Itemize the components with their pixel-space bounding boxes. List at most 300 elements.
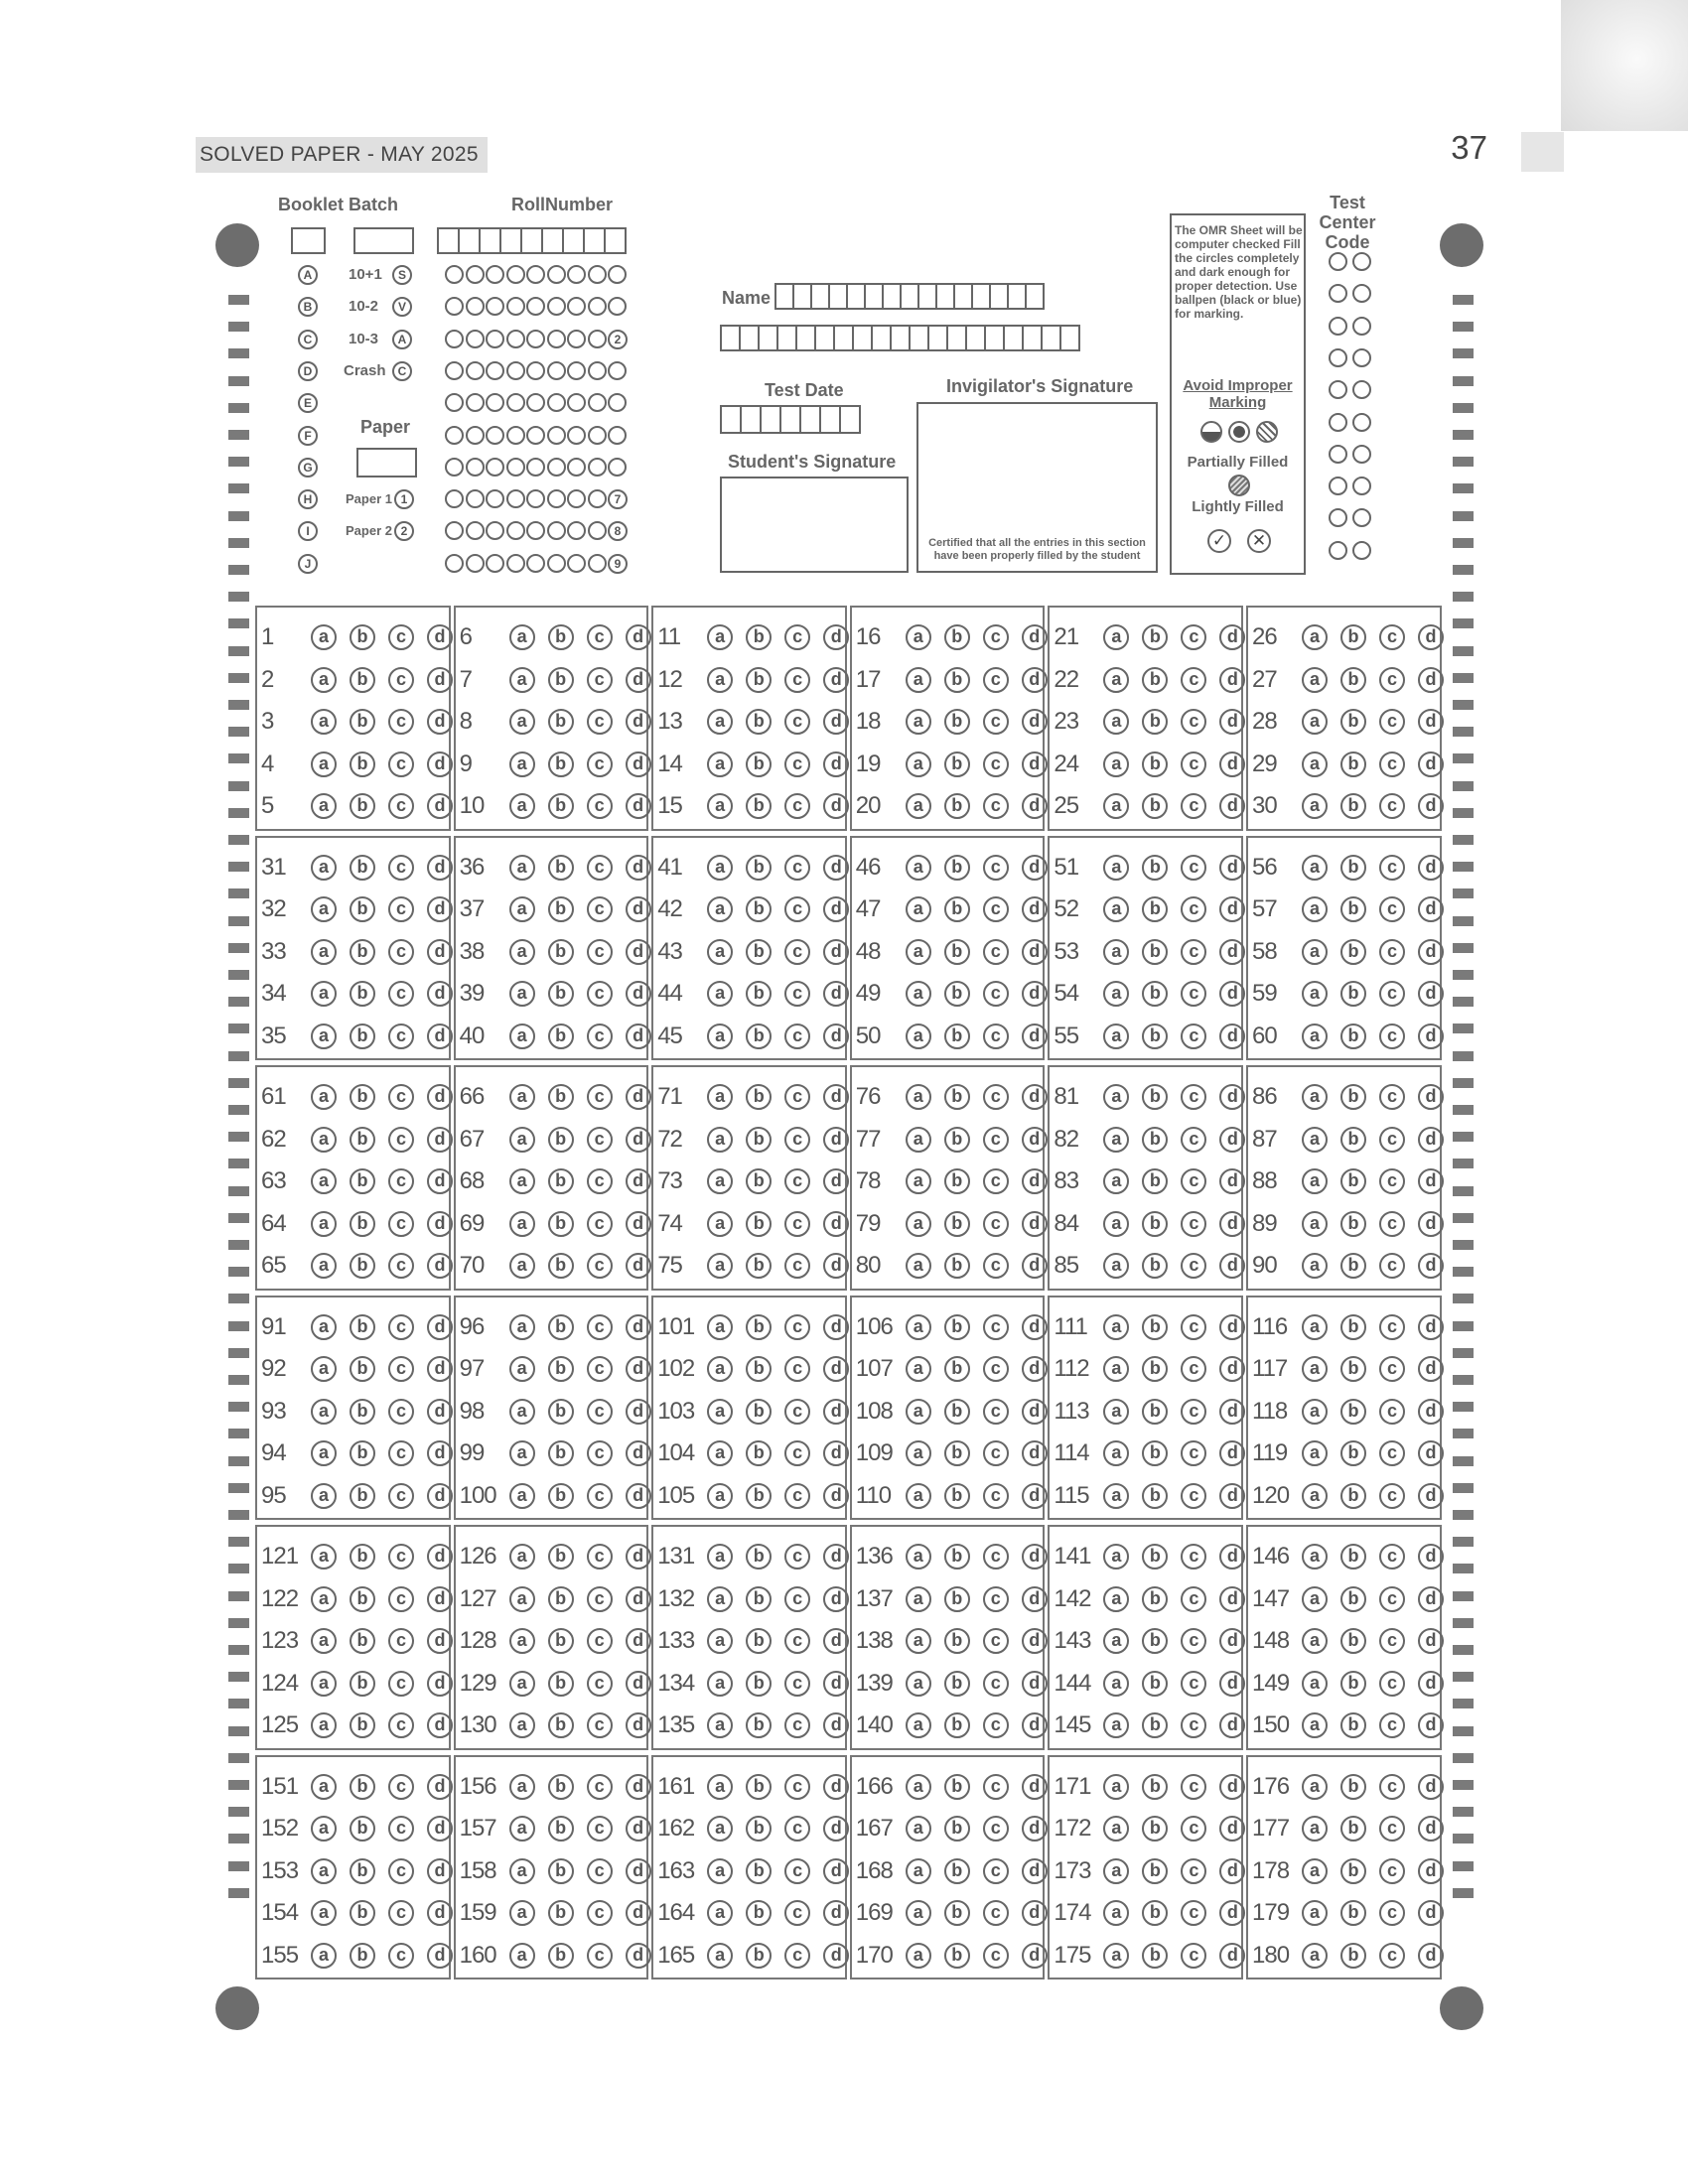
answer-option-bubble[interactable]: c [784, 1816, 810, 1842]
answer-option-bubble[interactable]: b [350, 1211, 375, 1237]
answer-option-bubble[interactable]: a [311, 1900, 337, 1926]
answer-option-bubble[interactable]: c [983, 1858, 1009, 1884]
roll-digit-bubble[interactable] [588, 426, 607, 445]
answer-option-bubble[interactable]: c [983, 667, 1009, 693]
answer-option-bubble[interactable]: b [548, 1483, 574, 1509]
answer-option-bubble[interactable]: a [1302, 1356, 1328, 1382]
answer-option-bubble[interactable]: c [1181, 1544, 1206, 1570]
entry-cell[interactable] [953, 283, 973, 310]
answer-option-bubble[interactable]: b [548, 1399, 574, 1425]
answer-option-bubble[interactable]: d [427, 896, 453, 922]
answer-option-bubble[interactable]: b [1340, 1943, 1366, 1969]
batch-option-bubble[interactable]: A [392, 330, 412, 349]
answer-option-bubble[interactable]: d [427, 981, 453, 1007]
roll-digit-bubble[interactable] [526, 361, 545, 380]
answer-option-bubble[interactable]: c [1181, 1483, 1206, 1509]
answer-option-bubble[interactable]: d [427, 1943, 453, 1969]
answer-option-bubble[interactable]: d [427, 1586, 453, 1612]
answer-option-bubble[interactable]: a [906, 855, 931, 881]
answer-option-bubble[interactable]: c [587, 1356, 613, 1382]
answer-option-bubble[interactable]: d [1219, 1356, 1245, 1382]
answer-option-bubble[interactable]: a [311, 1483, 337, 1509]
answer-option-bubble[interactable]: a [311, 709, 337, 735]
answer-option-bubble[interactable]: b [746, 1858, 772, 1884]
batch-option-bubble[interactable]: V [392, 297, 412, 317]
booklet-letter-bubble[interactable]: C [298, 330, 318, 349]
answer-option-bubble[interactable]: b [1340, 751, 1366, 777]
answer-option-bubble[interactable]: c [388, 1943, 414, 1969]
entry-cell[interactable] [890, 325, 911, 351]
answer-option-bubble[interactable]: a [509, 1858, 535, 1884]
answer-option-bubble[interactable]: b [944, 793, 970, 819]
answer-option-bubble[interactable]: a [707, 709, 733, 735]
answer-option-bubble[interactable]: a [311, 624, 337, 650]
answer-option-bubble[interactable]: a [1103, 1024, 1129, 1049]
answer-option-bubble[interactable]: b [746, 624, 772, 650]
roll-digit-bubble[interactable] [506, 458, 525, 477]
answer-option-bubble[interactable]: a [707, 1774, 733, 1800]
answer-option-bubble[interactable]: c [388, 1084, 414, 1110]
answer-option-bubble[interactable]: b [1340, 1084, 1366, 1110]
answer-option-bubble[interactable]: a [311, 1544, 337, 1570]
roll-digit-bubble[interactable] [567, 458, 586, 477]
answer-option-bubble[interactable]: c [784, 1356, 810, 1382]
answer-option-bubble[interactable]: c [1379, 624, 1405, 650]
answer-option-bubble[interactable]: b [944, 1127, 970, 1153]
answer-option-bubble[interactable]: a [311, 1712, 337, 1738]
answer-option-bubble[interactable]: d [626, 709, 651, 735]
answer-option-bubble[interactable]: c [784, 855, 810, 881]
answer-option-bubble[interactable]: c [784, 709, 810, 735]
answer-option-bubble[interactable]: b [1340, 896, 1366, 922]
answer-option-bubble[interactable]: a [509, 1127, 535, 1153]
answer-option-bubble[interactable]: b [944, 667, 970, 693]
answer-option-bubble[interactable]: d [1022, 667, 1048, 693]
answer-option-bubble[interactable]: d [427, 1671, 453, 1697]
answer-option-bubble[interactable]: c [1379, 1356, 1405, 1382]
roll-digit-bubble[interactable] [506, 330, 525, 348]
roll-digit-bubble[interactable] [486, 330, 504, 348]
roll-digit-bubble[interactable] [547, 458, 566, 477]
answer-option-bubble[interactable]: d [1022, 1440, 1048, 1466]
answer-option-bubble[interactable]: b [746, 1671, 772, 1697]
answer-option-bubble[interactable]: c [1379, 1168, 1405, 1194]
answer-option-bubble[interactable]: d [427, 1399, 453, 1425]
answer-option-bubble[interactable]: b [548, 1440, 574, 1466]
answer-option-bubble[interactable]: b [746, 855, 772, 881]
answer-option-bubble[interactable]: a [509, 624, 535, 650]
answer-option-bubble[interactable]: c [1181, 667, 1206, 693]
answer-option-bubble[interactable]: c [784, 1774, 810, 1800]
roll-digit-bubble[interactable] [466, 297, 485, 316]
answer-option-bubble[interactable]: d [626, 981, 651, 1007]
answer-option-bubble[interactable]: c [1181, 1586, 1206, 1612]
answer-option-bubble[interactable]: d [626, 1024, 651, 1049]
booklet-letter-bubble[interactable]: I [298, 521, 318, 541]
answer-option-bubble[interactable]: d [427, 855, 453, 881]
roll-digit-bubble[interactable] [445, 361, 464, 380]
answer-option-bubble[interactable]: d [1219, 624, 1245, 650]
roll-digit-bubble[interactable] [506, 521, 525, 540]
answer-option-bubble[interactable]: d [1219, 793, 1245, 819]
answer-option-bubble[interactable]: a [906, 1544, 931, 1570]
answer-option-bubble[interactable]: c [388, 981, 414, 1007]
answer-option-bubble[interactable]: c [1379, 1399, 1405, 1425]
answer-option-bubble[interactable]: d [1219, 855, 1245, 881]
answer-option-bubble[interactable]: b [944, 1440, 970, 1466]
batch-option-bubble[interactable]: C [392, 361, 412, 381]
answer-option-bubble[interactable]: b [1142, 1483, 1168, 1509]
entry-cell[interactable] [819, 405, 841, 434]
answer-option-bubble[interactable]: c [388, 1900, 414, 1926]
answer-option-bubble[interactable]: b [548, 667, 574, 693]
answer-option-bubble[interactable]: b [350, 1774, 375, 1800]
answer-option-bubble[interactable]: d [427, 751, 453, 777]
answer-option-bubble[interactable]: c [1181, 709, 1206, 735]
roll-digit-bubble[interactable] [526, 393, 545, 412]
answer-option-bubble[interactable]: b [1142, 1084, 1168, 1110]
answer-option-bubble[interactable]: b [350, 1127, 375, 1153]
answer-option-bubble[interactable]: c [1379, 1671, 1405, 1697]
answer-option-bubble[interactable]: d [427, 1440, 453, 1466]
answer-option-bubble[interactable]: c [784, 1168, 810, 1194]
answer-option-bubble[interactable]: d [1418, 709, 1444, 735]
answer-option-bubble[interactable]: a [509, 1943, 535, 1969]
answer-option-bubble[interactable]: c [983, 1671, 1009, 1697]
answer-option-bubble[interactable]: c [1379, 667, 1405, 693]
roll-digit-bubble[interactable] [608, 426, 627, 445]
roll-digit-bubble[interactable] [547, 521, 566, 540]
entry-cell[interactable] [1059, 325, 1080, 351]
answer-option-bubble[interactable]: b [548, 1816, 574, 1842]
answer-option-bubble[interactable]: b [944, 1084, 970, 1110]
roll-digit-bubble[interactable] [567, 554, 586, 573]
answer-option-bubble[interactable]: a [311, 1084, 337, 1110]
answer-option-bubble[interactable]: d [1418, 1586, 1444, 1612]
answer-option-bubble[interactable]: b [1142, 855, 1168, 881]
booklet-letter-bubble[interactable]: D [298, 361, 318, 381]
answer-option-bubble[interactable]: d [823, 1671, 849, 1697]
paper-option-bubble[interactable]: 1 [394, 489, 414, 509]
answer-option-bubble[interactable]: b [1340, 624, 1366, 650]
answer-option-bubble[interactable]: a [707, 751, 733, 777]
answer-option-bubble[interactable]: b [1340, 1628, 1366, 1654]
answer-option-bubble[interactable]: a [509, 667, 535, 693]
answer-option-bubble[interactable]: d [626, 855, 651, 881]
answer-option-bubble[interactable]: d [427, 624, 453, 650]
roll-digit-bubble[interactable] [588, 521, 607, 540]
answer-option-bubble[interactable]: a [707, 1024, 733, 1049]
student-signature-box[interactable] [720, 477, 909, 573]
answer-option-bubble[interactable]: d [626, 1774, 651, 1800]
roll-digit-bubble[interactable] [547, 265, 566, 284]
answer-option-bubble[interactable]: b [944, 855, 970, 881]
answer-option-bubble[interactable]: d [427, 667, 453, 693]
answer-option-bubble[interactable]: c [587, 1314, 613, 1340]
answer-option-bubble[interactable]: d [1022, 896, 1048, 922]
answer-option-bubble[interactable]: d [823, 1356, 849, 1382]
answer-option-bubble[interactable]: b [548, 1858, 574, 1884]
answer-option-bubble[interactable]: d [1219, 1253, 1245, 1279]
test-center-digit-bubble[interactable] [1352, 508, 1371, 527]
roll-number-boxes[interactable] [437, 227, 627, 254]
roll-digit-bubble[interactable] [608, 361, 627, 380]
answer-option-bubble[interactable]: d [1022, 1084, 1048, 1110]
answer-option-bubble[interactable]: b [746, 939, 772, 965]
answer-option-bubble[interactable]: a [1103, 1356, 1129, 1382]
answer-option-bubble[interactable]: b [1340, 1399, 1366, 1425]
answer-option-bubble[interactable]: c [1379, 1314, 1405, 1340]
entry-cell[interactable] [971, 283, 991, 310]
answer-option-bubble[interactable]: b [1340, 1544, 1366, 1570]
entry-cell[interactable] [479, 227, 501, 254]
answer-option-bubble[interactable]: b [746, 1900, 772, 1926]
answer-option-bubble[interactable]: c [1181, 1858, 1206, 1884]
answer-option-bubble[interactable]: c [1379, 1858, 1405, 1884]
answer-option-bubble[interactable]: d [1219, 1544, 1245, 1570]
answer-option-bubble[interactable]: c [1181, 1168, 1206, 1194]
answer-option-bubble[interactable]: d [1219, 1483, 1245, 1509]
answer-option-bubble[interactable]: c [983, 1024, 1009, 1049]
entry-cell[interactable] [927, 325, 948, 351]
answer-option-bubble[interactable]: d [1418, 624, 1444, 650]
answer-option-bubble[interactable]: b [1340, 1168, 1366, 1194]
entry-cell[interactable] [882, 283, 902, 310]
answer-option-bubble[interactable]: c [983, 1314, 1009, 1340]
entry-cell[interactable] [909, 325, 929, 351]
answer-option-bubble[interactable]: b [548, 1671, 574, 1697]
answer-option-bubble[interactable]: d [626, 1544, 651, 1570]
answer-option-bubble[interactable]: d [1022, 1314, 1048, 1340]
answer-option-bubble[interactable]: a [906, 1671, 931, 1697]
answer-option-bubble[interactable]: d [1418, 1399, 1444, 1425]
answer-option-bubble[interactable]: d [1418, 1943, 1444, 1969]
roll-digit-bubble[interactable] [445, 554, 464, 573]
answer-option-bubble[interactable]: a [509, 1399, 535, 1425]
roll-digit-bubble[interactable] [547, 330, 566, 348]
entry-cell[interactable] [739, 325, 760, 351]
answer-option-bubble[interactable]: d [1219, 667, 1245, 693]
answer-option-bubble[interactable]: c [1379, 1440, 1405, 1466]
answer-option-bubble[interactable]: c [587, 939, 613, 965]
entry-cell[interactable] [779, 405, 801, 434]
answer-option-bubble[interactable]: b [746, 1024, 772, 1049]
answer-option-bubble[interactable]: b [746, 1314, 772, 1340]
answer-option-bubble[interactable]: c [983, 855, 1009, 881]
answer-option-bubble[interactable]: b [1340, 1900, 1366, 1926]
answer-option-bubble[interactable]: a [509, 1544, 535, 1570]
answer-option-bubble[interactable]: c [784, 1628, 810, 1654]
answer-option-bubble[interactable]: a [509, 855, 535, 881]
answer-option-bubble[interactable]: a [509, 1024, 535, 1049]
answer-option-bubble[interactable]: b [944, 1483, 970, 1509]
answer-option-bubble[interactable]: c [1181, 793, 1206, 819]
answer-option-bubble[interactable]: a [509, 1483, 535, 1509]
roll-digit-bubble[interactable] [588, 554, 607, 573]
roll-digit-bubble[interactable] [466, 489, 485, 508]
answer-option-bubble[interactable]: a [707, 1858, 733, 1884]
answer-option-bubble[interactable]: c [388, 1483, 414, 1509]
answer-option-bubble[interactable]: a [509, 793, 535, 819]
answer-option-bubble[interactable]: c [983, 1399, 1009, 1425]
answer-option-bubble[interactable]: d [1219, 896, 1245, 922]
answer-option-bubble[interactable]: c [587, 1671, 613, 1697]
answer-option-bubble[interactable]: a [1302, 1399, 1328, 1425]
entry-cell[interactable] [864, 283, 884, 310]
roll-digit-bubble-labeled[interactable]: 8 [608, 521, 628, 541]
answer-option-bubble[interactable]: d [626, 1253, 651, 1279]
answer-option-bubble[interactable]: a [906, 667, 931, 693]
answer-option-bubble[interactable]: d [626, 1483, 651, 1509]
answer-option-bubble[interactable]: d [1418, 1024, 1444, 1049]
answer-option-bubble[interactable]: a [707, 1628, 733, 1654]
answer-option-bubble[interactable]: c [388, 793, 414, 819]
answer-option-bubble[interactable]: c [784, 1586, 810, 1612]
answer-option-bubble[interactable]: c [1181, 1314, 1206, 1340]
answer-option-bubble[interactable]: b [548, 1127, 574, 1153]
answer-option-bubble[interactable]: c [388, 709, 414, 735]
answer-option-bubble[interactable]: d [1219, 1211, 1245, 1237]
roll-digit-bubble[interactable] [486, 361, 504, 380]
batch-box[interactable] [353, 227, 414, 254]
answer-option-bubble[interactable]: c [1379, 709, 1405, 735]
entry-cell[interactable] [795, 325, 816, 351]
answer-option-bubble[interactable]: d [626, 1900, 651, 1926]
answer-option-bubble[interactable]: b [350, 1943, 375, 1969]
answer-option-bubble[interactable]: b [746, 667, 772, 693]
entry-cell[interactable] [562, 227, 585, 254]
roll-digit-bubble[interactable] [445, 297, 464, 316]
roll-digit-bubble[interactable] [567, 393, 586, 412]
answer-option-bubble[interactable]: b [548, 981, 574, 1007]
answer-option-bubble[interactable]: a [1103, 1544, 1129, 1570]
answer-option-bubble[interactable]: c [983, 1774, 1009, 1800]
answer-option-bubble[interactable]: d [1022, 1168, 1048, 1194]
answer-option-bubble[interactable]: a [707, 1816, 733, 1842]
answer-option-bubble[interactable]: a [906, 624, 931, 650]
roll-digit-bubble[interactable] [445, 521, 464, 540]
answer-option-bubble[interactable]: a [1302, 1440, 1328, 1466]
answer-option-bubble[interactable]: b [746, 1816, 772, 1842]
batch-option-bubble[interactable]: S [392, 265, 412, 285]
roll-digit-bubble[interactable] [486, 489, 504, 508]
answer-option-bubble[interactable]: d [1022, 1356, 1048, 1382]
answer-option-bubble[interactable]: c [587, 1544, 613, 1570]
answer-option-bubble[interactable]: d [626, 939, 651, 965]
answer-option-bubble[interactable]: c [587, 1483, 613, 1509]
roll-digit-bubble[interactable] [526, 458, 545, 477]
roll-digit-bubble[interactable] [445, 330, 464, 348]
entry-cell[interactable] [1041, 325, 1061, 351]
answer-option-bubble[interactable]: a [1302, 624, 1328, 650]
answer-option-bubble[interactable]: c [1181, 1440, 1206, 1466]
entry-cell[interactable] [720, 325, 741, 351]
answer-option-bubble[interactable]: d [823, 1900, 849, 1926]
roll-digit-bubble[interactable] [547, 297, 566, 316]
answer-option-bubble[interactable]: b [944, 1024, 970, 1049]
answer-option-bubble[interactable]: a [509, 1314, 535, 1340]
answer-option-bubble[interactable]: a [509, 709, 535, 735]
roll-digit-bubble[interactable] [588, 330, 607, 348]
answer-option-bubble[interactable]: a [1103, 1440, 1129, 1466]
answer-option-bubble[interactable]: d [1219, 1024, 1245, 1049]
answer-option-bubble[interactable]: c [587, 1440, 613, 1466]
answer-option-bubble[interactable]: b [944, 1399, 970, 1425]
answer-option-bubble[interactable]: a [1103, 793, 1129, 819]
answer-option-bubble[interactable]: d [823, 939, 849, 965]
answer-option-bubble[interactable]: a [906, 1586, 931, 1612]
answer-option-bubble[interactable]: c [587, 1586, 613, 1612]
answer-option-bubble[interactable]: d [1022, 1712, 1048, 1738]
answer-option-bubble[interactable]: d [1219, 1774, 1245, 1800]
answer-option-bubble[interactable]: a [707, 667, 733, 693]
answer-option-bubble[interactable]: c [784, 1858, 810, 1884]
answer-option-bubble[interactable]: a [707, 1356, 733, 1382]
answer-option-bubble[interactable]: a [707, 981, 733, 1007]
answer-option-bubble[interactable]: a [707, 896, 733, 922]
answer-option-bubble[interactable]: c [1379, 1774, 1405, 1800]
answer-option-bubble[interactable]: c [1379, 1084, 1405, 1110]
answer-option-bubble[interactable]: c [1181, 981, 1206, 1007]
answer-option-bubble[interactable]: b [1142, 939, 1168, 965]
answer-option-bubble[interactable]: a [311, 667, 337, 693]
answer-option-bubble[interactable]: d [1022, 1024, 1048, 1049]
answer-option-bubble[interactable]: c [784, 1712, 810, 1738]
answer-option-bubble[interactable]: b [350, 1440, 375, 1466]
answer-option-bubble[interactable]: b [350, 1712, 375, 1738]
answer-option-bubble[interactable]: b [944, 981, 970, 1007]
answer-option-bubble[interactable]: b [944, 939, 970, 965]
answer-option-bubble[interactable]: d [626, 1356, 651, 1382]
answer-option-bubble[interactable]: c [1379, 751, 1405, 777]
answer-option-bubble[interactable]: b [746, 751, 772, 777]
answer-option-bubble[interactable]: c [784, 1900, 810, 1926]
answer-option-bubble[interactable]: c [1181, 1356, 1206, 1382]
test-center-digit-bubble[interactable] [1329, 317, 1347, 336]
entry-cell[interactable] [989, 283, 1009, 310]
answer-option-bubble[interactable]: d [1418, 1483, 1444, 1509]
answer-option-bubble[interactable]: d [1022, 793, 1048, 819]
answer-option-bubble[interactable]: b [548, 1712, 574, 1738]
answer-option-bubble[interactable]: a [707, 793, 733, 819]
answer-option-bubble[interactable]: b [746, 1712, 772, 1738]
answer-option-bubble[interactable]: c [388, 1774, 414, 1800]
answer-option-bubble[interactable]: d [427, 1858, 453, 1884]
answer-option-bubble[interactable]: b [350, 751, 375, 777]
answer-option-bubble[interactable]: d [626, 624, 651, 650]
answer-option-bubble[interactable]: d [1022, 1544, 1048, 1570]
answer-option-bubble[interactable]: a [906, 1127, 931, 1153]
entry-cell[interactable] [814, 325, 835, 351]
answer-option-bubble[interactable]: a [707, 1671, 733, 1697]
answer-option-bubble[interactable]: d [1022, 751, 1048, 777]
entry-cell[interactable] [720, 405, 742, 434]
answer-option-bubble[interactable]: c [1379, 939, 1405, 965]
answer-option-bubble[interactable]: b [1142, 981, 1168, 1007]
test-center-digit-bubble[interactable] [1352, 317, 1371, 336]
answer-option-bubble[interactable]: d [1418, 1900, 1444, 1926]
answer-option-bubble[interactable]: b [1142, 896, 1168, 922]
answer-option-bubble[interactable]: c [784, 751, 810, 777]
answer-option-bubble[interactable]: c [388, 855, 414, 881]
answer-option-bubble[interactable]: a [1103, 1712, 1129, 1738]
answer-option-bubble[interactable]: b [1340, 939, 1366, 965]
answer-option-bubble[interactable]: b [548, 939, 574, 965]
answer-option-bubble[interactable]: d [1219, 1399, 1245, 1425]
test-center-digit-bubble[interactable] [1352, 252, 1371, 271]
answer-option-bubble[interactable]: a [906, 793, 931, 819]
answer-option-bubble[interactable]: b [746, 1628, 772, 1654]
